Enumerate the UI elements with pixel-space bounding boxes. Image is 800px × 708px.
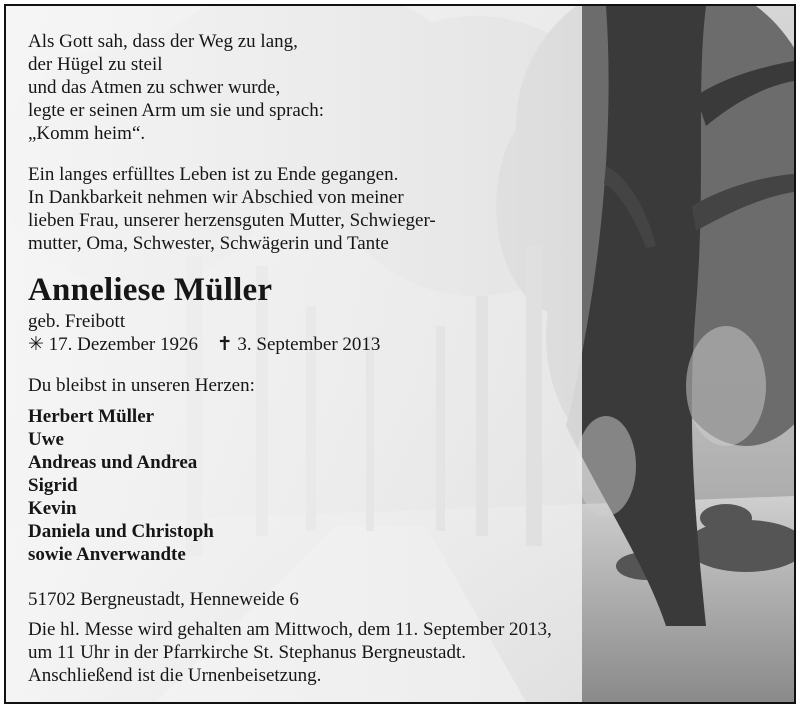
poem-line-3: und das Atmen zu schwer wurde, — [28, 77, 281, 98]
intro-line-1: Ein langes erfülltes Leben ist zu Ende gegangen. — [28, 164, 399, 185]
intro-line-3: lieben Frau, unserer herzensguten Mutter, Schwieger- — [28, 210, 436, 231]
mourner-1: Herbert Müller — [28, 406, 155, 427]
life-dates — [28, 333, 380, 356]
death-date: 3. September 2013 — [237, 334, 381, 355]
mourner-7: sowie Anverwandte — [28, 544, 186, 565]
birth-date: 17. Dezember 1926 — [48, 334, 198, 355]
deceased-name: Anneliese Müller — [28, 272, 273, 308]
poem-line-4: legte er seinen Arm um sie und sprach: — [28, 100, 325, 121]
mass-line-2: um 11 Uhr in der Pfarrkirche St. Stephanus Bergneustadt. — [28, 642, 466, 663]
intro-line-4: mutter, Oma, Schwester, Schwägerin und Tante — [28, 233, 389, 254]
mourner-2: Uwe — [28, 429, 64, 450]
maiden-name: geb. Freibott — [28, 311, 126, 332]
mourner-6: Daniela und Christoph — [28, 521, 214, 542]
poem-line-1: Als Gott sah, dass der Weg zu lang, — [28, 31, 298, 52]
birth-star-icon: ✳ — [28, 334, 44, 355]
mourner-4: Sigrid — [28, 475, 78, 496]
poem-line-5: „Komm heim“. — [28, 123, 146, 144]
mass-line-3: Anschließend ist die Urnenbeisetzung. — [28, 665, 322, 686]
mourner-3: Andreas und Andrea — [28, 452, 198, 473]
mourners-intro: Du bleibst in unseren Herzen: — [28, 375, 255, 396]
obituary-card — [4, 4, 796, 704]
mass-line-1: Die hl. Messe wird gehalten am Mittwoch, dem 11. September 2013, — [28, 619, 552, 640]
poem-line-2: der Hügel zu steil — [28, 54, 163, 75]
address: 51702 Bergneustadt, Henneweide 6 — [28, 589, 299, 610]
intro-line-2: In Dankbarkeit nehmen wir Abschied von meiner — [28, 187, 404, 208]
mourner-5: Kevin — [28, 498, 77, 519]
death-cross-icon: ✝ — [216, 334, 233, 355]
